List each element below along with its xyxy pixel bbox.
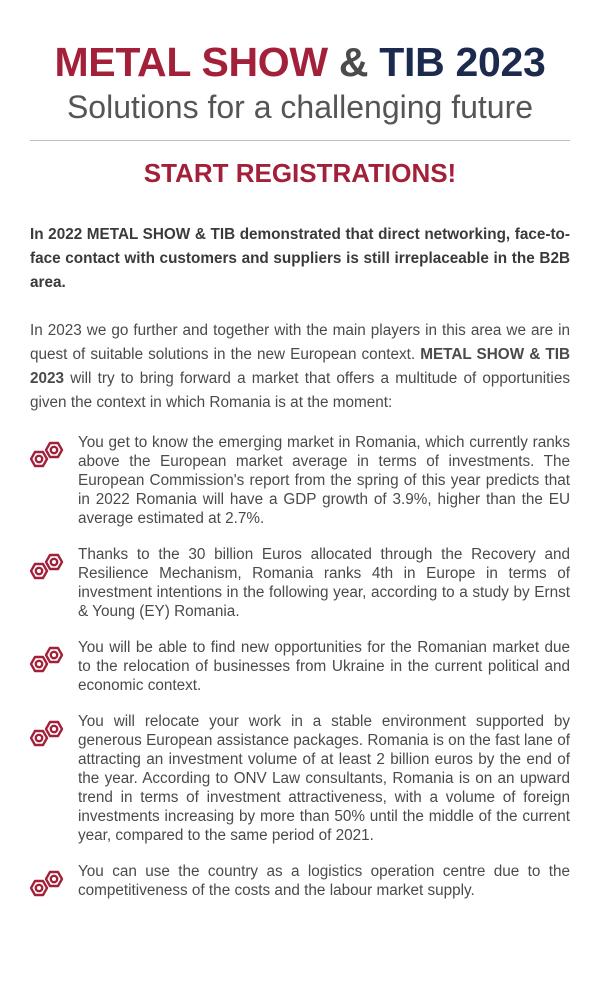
hex-nuts-icon	[30, 638, 78, 684]
hex-nuts-icon	[30, 433, 78, 479]
newsletter-page	[0, 38, 600, 993]
page-title	[30, 38, 570, 86]
hex-nuts-icon	[30, 545, 78, 591]
list-item	[30, 545, 570, 621]
hex-nuts-icon	[30, 862, 78, 908]
list-item-text: You get to know the emerging market in Romania, which currently ranks above the European market average in terms of investments. The European Commission's report from the spring of this year predicts that in 2022 Romania will have a GDP growth of 3.9%, higher than the EU average estimated at 2.7%.	[78, 434, 570, 527]
lead-paragraph: In 2022 METAL SHOW & TIB demonstrated that direct networking, face-to-face contact with customers and suppliers is still irreplaceable in the B2B area.	[30, 226, 570, 291]
list-item-text: Thanks to the 30 billion Euros allocated through the Recovery and Resilience Mechanism, Romania ranks 4th in Europe in terms of investment intentions in the following year, according to a study by Ernst & Young (EY) Romania.	[78, 546, 570, 620]
list-item-text: You will be able to find new opportunities for the Romanian market due to the relocation of businesses from Ukraine in the current political and economic context.	[78, 639, 570, 694]
benefits-list	[30, 433, 570, 908]
list-item-text: You will relocate your work in a stable environment supported by generous European assistance packages. Romania is on the fast lane of attracting an investment volume of at least 2 billion euros by the end of the year. According to ONV Law consultants, Romania is on an upward trend in terms of investment attractiveness, with a volume of foreign investments increasing by more than 50% until the middle of the current year, compared to the same period of 2021.	[78, 713, 570, 844]
title-tib-2023: TIB 2023	[379, 39, 546, 85]
intro-paragraph	[30, 319, 570, 415]
title-ampersand: &	[338, 39, 369, 85]
header-divider	[30, 140, 570, 141]
list-item	[30, 433, 570, 528]
title-metal-show: METAL SHOW	[54, 39, 328, 85]
list-item	[30, 638, 570, 695]
start-registrations-heading: START REGISTRATIONS!	[143, 158, 457, 188]
list-item-text: You can use the country as a logistics operation centre due to the competitiveness of the costs and the labour market supply.	[78, 863, 570, 899]
intro-text-before: In 2023 we go further and together with the main players in this area we are in quest of suitable solutions in the new European context.	[30, 322, 570, 363]
hex-nuts-icon	[30, 712, 78, 758]
intro-bold-event-name: METAL SHOW & TIB 2023	[30, 346, 571, 387]
list-item	[30, 712, 570, 845]
list-item	[30, 862, 570, 908]
intro-text-after: will try to bring forward a market that offers a multitude of opportunities given the context in which Romania is at the moment:	[30, 370, 570, 411]
page-subtitle: Solutions for a challenging future	[66, 89, 534, 125]
